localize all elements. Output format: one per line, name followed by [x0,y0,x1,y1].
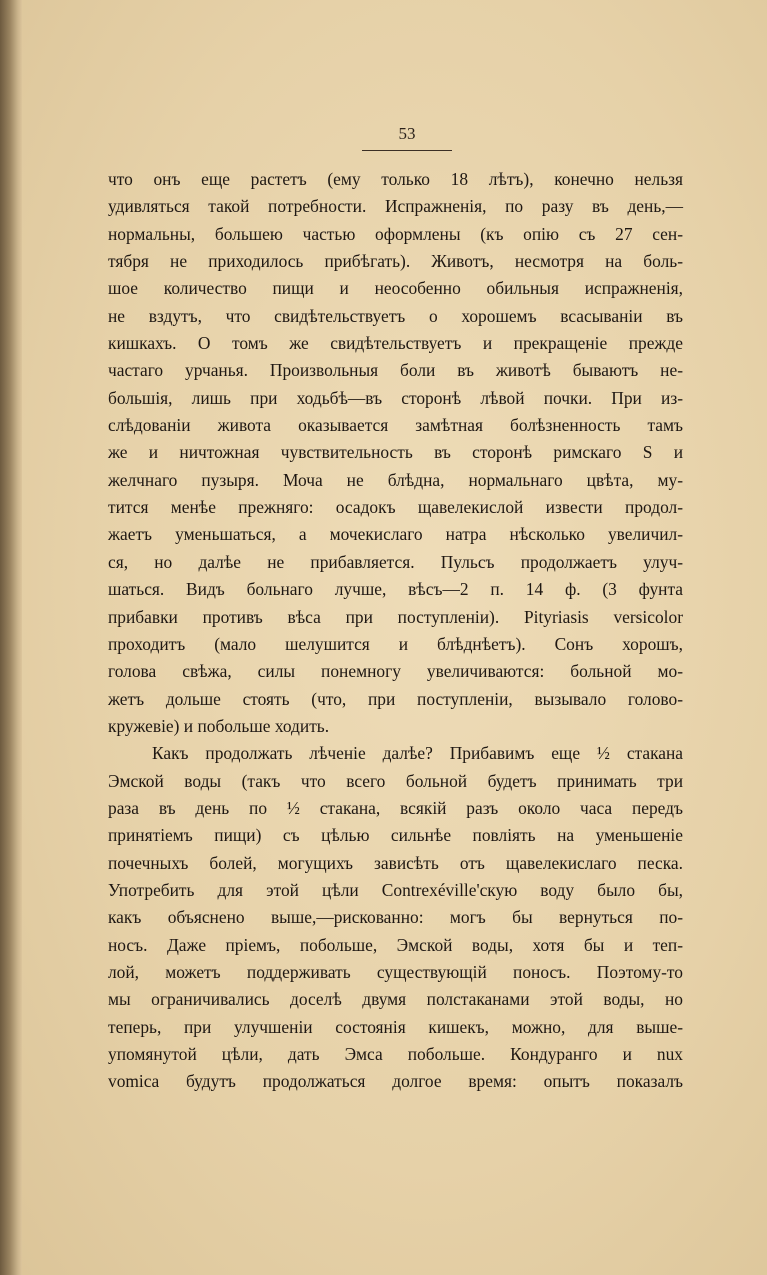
text-line: принятіемъ пищи) съ цѣлью сильнѣе повліять на уменьшеніе [108,825,683,846]
text-line: что онъ еще растетъ (ему только 18 лѣтъ), конечно нельзя [108,169,683,189]
text-line: большія, лишь при ходьбѣ—въ сторонѣ лѣвой почки. При из- [108,387,683,408]
body-text [108,166,683,1096]
text-line: упомянутой цѣли, дать Эмса побольше. Кондуранго и nux [108,1044,683,1064]
text-line: проходитъ (мало шелушится и блѣднѣетъ). Сонъ хорошъ, [108,633,683,654]
text-line: голова свѣжа, силы понемногу увеличиваются: больной мо- [108,661,683,682]
text-line: нормальны, большею частью оформлены (къ опію съ 27 сен- [108,223,683,244]
text-line: теперь, при улучшеніи состоянія кишекъ, можно, для выше- [108,1016,683,1037]
paragraph-first-line: Какъ продолжать лѣченіе далѣе? Прибавимъ еще ½ стакана [152,743,683,764]
text-line: Эмской воды (такъ что всего больной будетъ принимать три [108,770,683,791]
text-line: удивляться такой потребности. Испражненія, по разу въ день,— [108,196,683,217]
text-line: почечныхъ болей, могущихъ зависѣть отъ щавелекислаго песка. [108,852,683,873]
book-binding-gutter [0,0,22,1275]
text-line: желчнаго пузыря. Моча не блѣдна, нормальнаго цвѣта, му- [108,469,683,490]
text-line: какъ объяснено выше,—рискованно: могъ бы вернуться по- [108,907,683,928]
text-line: не вздутъ, что свидѣтельствуетъ о хорошемъ всасываніи въ [108,305,683,326]
text-line: тится менѣе прежняго: осадокъ щавелекислой извести продол- [108,497,683,518]
text-line: прибавки противъ вѣса при поступленіи). Pityriasis versicolor [108,606,683,627]
text-line: же и ничтожная чувствительность въ сторонѣ римскаго S и [108,442,683,463]
text-line: частаго урчанья. Произвольныя боли въ животѣ бываютъ не- [108,360,683,381]
text-line: тября не приходилось прибѣгать). Животъ, несмотря на боль- [108,251,683,272]
text-line: носъ. Даже пріемъ, побольше, Эмской воды, хотя бы и теп- [108,934,683,955]
text-line: Употребить для этой цѣли Contrexéville'скую воду было бы, [108,879,683,900]
text-line: жаетъ уменьшаться, а мочекислаго натра нѣсколько увеличил- [108,524,683,545]
text-line: шое количество пищи и неособенно обильныя испражненія, [108,278,683,299]
text-line: мы ограничивались доселѣ двумя полстаканами этой воды, но [108,989,683,1010]
text-line: vomica будутъ продолжаться долгое время: опытъ показалъ [108,1071,683,1092]
text-line: жетъ дольше стоять (что, при поступленіи, вызывало голово- [108,688,683,709]
book-page [22,0,767,1275]
text-line: ся, но далѣе не прибавляется. Пульсъ продолжаетъ улуч- [108,551,683,572]
page-number: 53 [362,124,452,151]
text-line: кишкахъ. О томъ же свидѣтельствуетъ и прекращеніе прежде [108,333,683,354]
text-line: шаться. Видъ больнаго лучше, вѣсъ—2 п. 14 ф. (3 фунта [108,579,683,600]
text-line: слѣдованіи живота оказывается замѣтная болѣзненность тамъ [108,415,683,436]
text-line: раза въ день по ½ стакана, всякій разъ около часа передъ [108,797,683,818]
text-line: лой, можетъ поддерживать существующій поносъ. Поэтому-то [108,961,683,982]
paragraph-last-line: кружевіе) и побольше ходить. [108,715,330,736]
